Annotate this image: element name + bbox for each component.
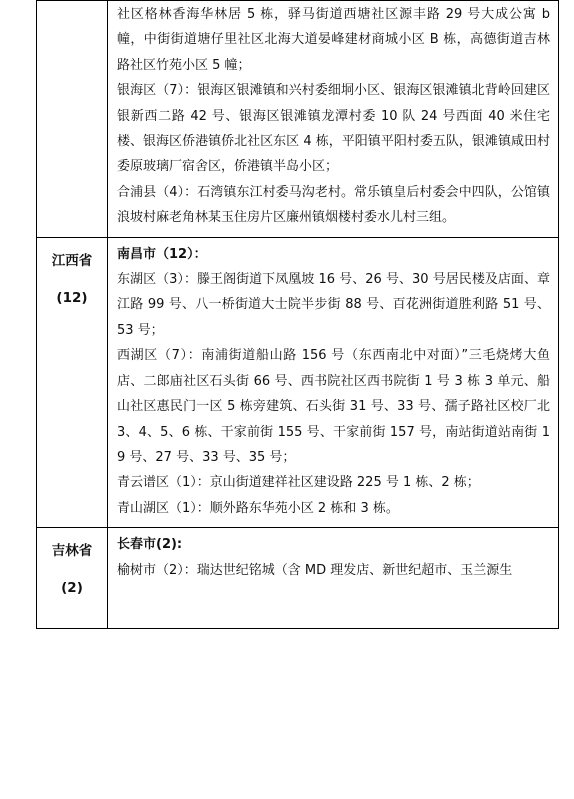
- content-cell: [108, 528, 559, 629]
- district-paragraph: 榆树市（2）：瑞达世纪铭城（含 MD 理发店、新世纪超市、玉兰源生: [117, 562, 513, 578]
- district-paragraph: 合浦县（4）：石湾镇东江村委马沟老村。常乐镇皇后村委会中四队，公馆镇浪坡村麻老角林某玉住房片区廉州镇烟楼村委水儿村三组。: [117, 184, 550, 226]
- district-paragraph: 西湖区（7）：南浦街道船山路 156 号（东西南北中对面）”三毛烧烤大鱼店、二郎庙社区石头街 66 号、西书院社区西书院街 1 号 3 栋 3 单元、船山社区惠民门一区 5 栋旁建筑、石头街 31 号、33 号、孺子路社区校厂北 3、4、5、6 栋、干家前街 155 号、干家前街 157 号，南站街道站南街 19 号、27 号、33 号、35 号；: [117, 348, 550, 465]
- district-paragraph: 东湖区（3）：滕王阁街道下凤凰坡 16 号、26 号、30 号居民楼及店面、章江路 99 号、八一桥街道大士院半步街 88 号、百花洲街道胜利路 51 号、53 号；: [117, 272, 550, 338]
- table-row-jiangxi: [37, 237, 559, 527]
- content-cell: [108, 237, 559, 527]
- district-paragraph: 青山湖区（1）：顺外路东华苑小区 2 栋和 3 栋。: [117, 500, 399, 516]
- content-cell: [108, 1, 559, 238]
- district-paragraph: 青云谱区（1）：京山街道建祥社区建设路 225 号 1 栋、2 栋；: [117, 475, 480, 491]
- district-paragraph: 银海区（7）：银海区银滩镇和兴村委细垌小区、银海区银滩镇北背岭回建区银新西二路 42 号、银海区银滩镇龙潭村委 10 队 24 号西面 40 米住宅楼、银海区侨港镇侨北社区东区 4 栋，平阳镇平阳村委五队，银滩镇咸田村委原玻璃厂宿舍区，侨港镇半岛小区；: [117, 83, 550, 175]
- province-name: 吉林省: [51, 543, 93, 560]
- province-cell: [37, 1, 108, 238]
- city-heading: 长春市(2):: [117, 537, 183, 553]
- province-cell: [37, 528, 108, 629]
- city-heading: 南昌市（12）：: [117, 246, 207, 262]
- province-count: (2): [61, 580, 83, 597]
- table-row-jilin: [37, 528, 559, 629]
- district-paragraph: 社区格林香海华林居 5 栋，驿马街道西塘社区源丰路 29 号大成公寓 b 幢，中街街道塘仔里社区北海大道晏峰建材商城小区 B 栋，高德街道吉林路社区竹苑小区 5 幢；: [117, 7, 550, 73]
- province-name: [37, 1, 107, 16]
- table-row-guangxi-continued: [37, 1, 559, 238]
- province-cell: [37, 237, 108, 527]
- province-count: (12): [56, 289, 88, 306]
- risk-area-table: [36, 0, 559, 629]
- province-name: 江西省: [51, 252, 93, 269]
